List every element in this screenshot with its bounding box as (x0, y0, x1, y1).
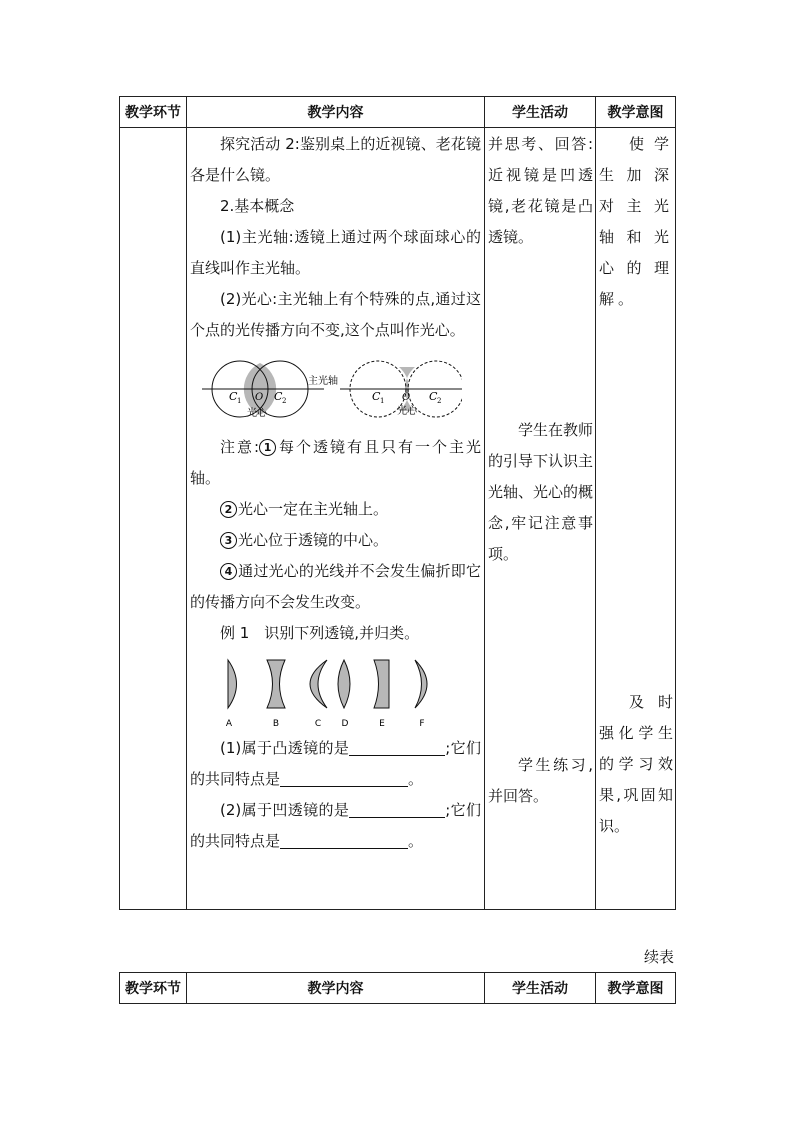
answer-blank-concave[interactable] (349, 799, 445, 818)
question-2-end: 。 (408, 832, 424, 850)
stage-cell (120, 128, 187, 910)
lesson-table (119, 96, 676, 910)
main-axis-definition: (1)主光轴:透镜上通过两个球面球心的直线叫作主光轴。 (190, 228, 481, 277)
question-1-end: 。 (408, 770, 424, 788)
basic-concept-heading: 2.基本概念 (220, 197, 295, 215)
activity-answer-text: 并思考、回答:近视镜是凹透镜,老花镜是凸透镜。 (488, 135, 593, 246)
optical-center-o-right: O (402, 392, 411, 403)
center-c1-sub: 1 (237, 397, 242, 405)
optical-center-label-right: 光心 (397, 406, 417, 417)
continued-table-header (119, 972, 676, 1004)
header-teaching-content: 教学内容 (187, 973, 485, 1004)
circled-number-1: 1 (259, 439, 276, 456)
answer-blank-convex-feature[interactable] (280, 768, 408, 787)
center-c2-sub: 2 (282, 397, 287, 405)
table-header-row (120, 97, 676, 128)
dashed-c1-label: C (372, 390, 381, 403)
lens-shapes-figure (214, 655, 454, 731)
question-1-part-b: ;它们的共同特点是 (190, 739, 481, 788)
lens-label-e: E (379, 719, 385, 729)
note-1-text: 每个透镜有且只有一个主光轴。 (190, 438, 481, 487)
header-student-activity: 学生活动 (485, 97, 596, 128)
header-teaching-content: 教学内容 (187, 97, 485, 128)
dashed-c2-label: C (429, 390, 438, 403)
lens-label-b: B (272, 719, 280, 729)
header-teaching-intent: 教学意图 (596, 973, 676, 1004)
optical-center-definition: (2)光心:主光轴上有个特殊的点,通过这个点的光传播方向不变,这个点叫作光心。 (190, 290, 481, 339)
intent-cell (596, 128, 676, 910)
header-teaching-stage: 教学环节 (120, 973, 187, 1004)
continuation-label: 续表 (643, 948, 674, 966)
content-cell (187, 128, 485, 910)
answer-blank-concave-feature[interactable] (280, 830, 408, 849)
optical-center-o-left: O (255, 392, 264, 403)
note-3-text: 光心位于透镜的中心。 (238, 531, 389, 549)
lens-label-f: F (419, 719, 425, 729)
question-2 (190, 795, 481, 857)
header-teaching-stage: 教学环节 (120, 97, 187, 128)
axis-diagram (200, 350, 462, 418)
dashed-c2-sub: 2 (437, 397, 442, 405)
explore-activity-text: 探究活动 2:鉴别桌上的近视镜、老花镜各是什么镜。 (190, 135, 481, 184)
circled-number-2: 2 (220, 501, 237, 518)
note-4 (190, 556, 481, 618)
note-4-text: 通过光心的光线并不会发生偏折即它的传播方向不会发生改变。 (190, 562, 481, 611)
intent-understanding-text: 使学生加深对主光轴和光心的理解。 (599, 135, 673, 308)
question-1-part-a: (1)属于凸透镜的是 (220, 739, 350, 757)
circled-number-4: 4 (220, 563, 237, 580)
note-prefix: 注意: (220, 438, 260, 456)
lens-d-biconvex (338, 660, 350, 708)
answer-blank-convex[interactable] (349, 737, 445, 756)
center-c1-label: C (229, 390, 238, 403)
lens-e-plano-concave (374, 660, 389, 708)
header-student-activity: 学生活动 (485, 973, 596, 1004)
note-2-text: 光心一定在主光轴上。 (238, 500, 389, 518)
lens-label-a: A (225, 719, 233, 729)
lens-label-d: D (341, 719, 349, 729)
table-header-row (120, 973, 676, 1004)
circled-number-3: 3 (220, 532, 237, 549)
note-2 (190, 494, 481, 525)
lens-c-meniscus (310, 660, 327, 708)
question-2-part-a: (2)属于凹透镜的是 (220, 801, 350, 819)
intent-reinforce-text: 及时强化学生的学习效果,巩固知识。 (599, 693, 673, 835)
question-2-part-b: ;它们的共同特点是 (190, 801, 481, 850)
lens-f-meniscus (415, 660, 427, 708)
lens-b-biconcave (267, 660, 285, 708)
question-1 (190, 733, 481, 795)
lens-a-plano-convex (228, 660, 237, 708)
activity-cell (485, 128, 596, 910)
dashed-c1-sub: 1 (380, 397, 385, 405)
activity-guided-text: 学生在教师的引导下认识主光轴、光心的概念,牢记注意事项。 (488, 421, 594, 563)
note-1 (190, 432, 481, 494)
activity-practice-text: 学生练习,并回答。 (488, 756, 593, 805)
lens-label-c: C (314, 719, 322, 729)
table-row (120, 128, 676, 910)
example-1-title: 例 1 识别下列透镜,并归类。 (220, 624, 420, 642)
center-c2-label: C (274, 390, 283, 403)
optical-center-label-left: 光心 (247, 408, 267, 418)
note-3 (190, 525, 481, 556)
main-axis-label: 主光轴 (308, 376, 338, 387)
header-teaching-intent: 教学意图 (596, 97, 676, 128)
